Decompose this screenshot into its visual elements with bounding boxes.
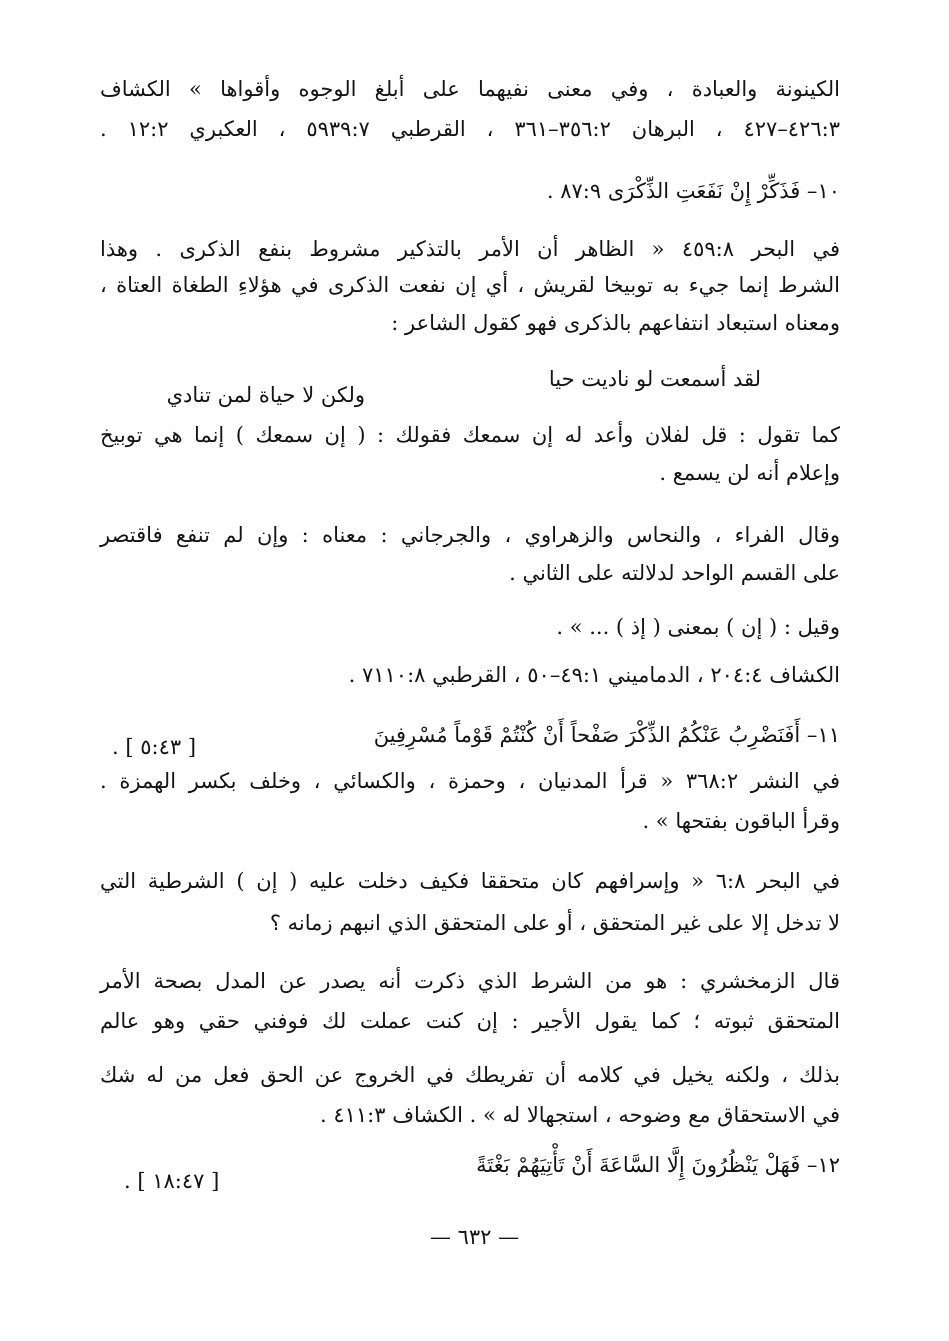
verse-11-reference: [ ٥:٤٣ ] . bbox=[112, 735, 197, 759]
text-line-11: وقيل : ( إن ) بمعنى ( إذ ) ... » . bbox=[556, 615, 840, 639]
text-line-1: الكينونة والعبادة ، وفي معنى نفيهما على أبلغ الوجوه وأقواها » الكشاف bbox=[100, 77, 840, 101]
text-line-18: قال الزمخشري : هو من الشرط الذي ذكرت أنه يصدر عن المدل بصحة الأمر bbox=[100, 969, 840, 993]
text-line-16: في البحر ٦:٨ « وإسرافهم كان متحققا فكيف دخلت عليه ( إن ) الشرطية التي bbox=[100, 869, 840, 893]
text-line-10: على القسم الواحد لدلالته على الثاني . bbox=[509, 561, 840, 585]
poem-first-hemistich: لقد أسمعت لو ناديت حيا bbox=[548, 367, 761, 391]
quran-verse-10: ١٠– فَذَكِّرْ إِنْ نَفَعَتِ الذِّكْرَى ٨٧:٩ . bbox=[546, 179, 840, 203]
text-line-4: في البحر ٤٥٩:٨ « الظاهر أن الأمر بالتذكير مشروط بنفع الذكرى . وهذا bbox=[100, 237, 841, 261]
text-line-6: ومعناه استبعاد انتفاعهم بالذكرى فهو كقول الشاعر : bbox=[391, 311, 840, 335]
text-line-20: بذلك ، ولكنه يخيل في كلامه أن تفريطك في الخروج عن الحق فعل من له شك bbox=[100, 1063, 840, 1087]
text-line-17: لا تدخل إلا على غير المتحقق ، أو على المتحقق الذي انبهم زمانه ؟ bbox=[269, 911, 840, 935]
text-line-19: المتحقق ثبوته ؛ كما يقول الأجير : إن كنت عملت لك فوفني حقي وهو عالم bbox=[100, 1009, 840, 1033]
text-line-14: في النشر ٣٦٨:٢ « قرأ المدنيان ، وحمزة ، والكسائي ، وخلف بكسر الهمزة . bbox=[100, 769, 840, 793]
quran-verse-12: ١٢– فَهَلْ يَنْظُرُونَ إِلَّا السَّاعَةَ أَنْ تَأْتِيَهُمْ بَغْتَةً bbox=[476, 1153, 840, 1177]
verse-12-reference: [ ١٨:٤٧ ] . bbox=[124, 1169, 220, 1193]
page-number: — ٦٣٢ — bbox=[429, 1225, 520, 1249]
text-line-15: وقرأ الباقون بفتحها » . bbox=[642, 809, 840, 833]
text-line-12: الكشاف ٢٠٤:٤ ، الدماميني ٤٩:١–٥٠ ، القرطبي ٧١١٠:٨ . bbox=[348, 663, 840, 687]
text-line-7: كما تقول : قل لفلان وأعد له إن سمعك فقولك : ( إن سمعك ) إنما هي توبيخ bbox=[100, 423, 840, 447]
text-line-21: في الاستحقاق مع وضوحه ، استجهالا له » . الكشاف ٤١١:٣ . bbox=[319, 1103, 840, 1127]
text-line-9: وقال الفراء ، والنحاس والزهراوي ، والجرجاني : معناه : وإن لم تنفع فاقتصر bbox=[100, 523, 840, 547]
text-line-8: وإعلام أنه لن يسمع . bbox=[659, 461, 840, 485]
text-line-2: ٤٢٦:٣–٤٢٧ ، البرهان ٣٥٦:٢–٣٦١ ، القرطبي ٥٩٣٩:٧ ، العكبري ١٢:٢ . bbox=[100, 117, 840, 141]
poem-second-hemistich: ولكن لا حياة لمن تنادي bbox=[166, 383, 365, 407]
text-line-5: الشرط إنما جيء به توبيخا لقريش ، أي إن نفعت الذكرى في هؤلاءِ الطغاة العتاة ، bbox=[100, 273, 840, 297]
quran-verse-11: ١١– أَفَنَضْرِبُ عَنْكُمُ الذِّكْرَ صَفْحاً أَنْ كُنْتُمْ قَوْماً مُسْرِفِينَ bbox=[373, 723, 840, 747]
